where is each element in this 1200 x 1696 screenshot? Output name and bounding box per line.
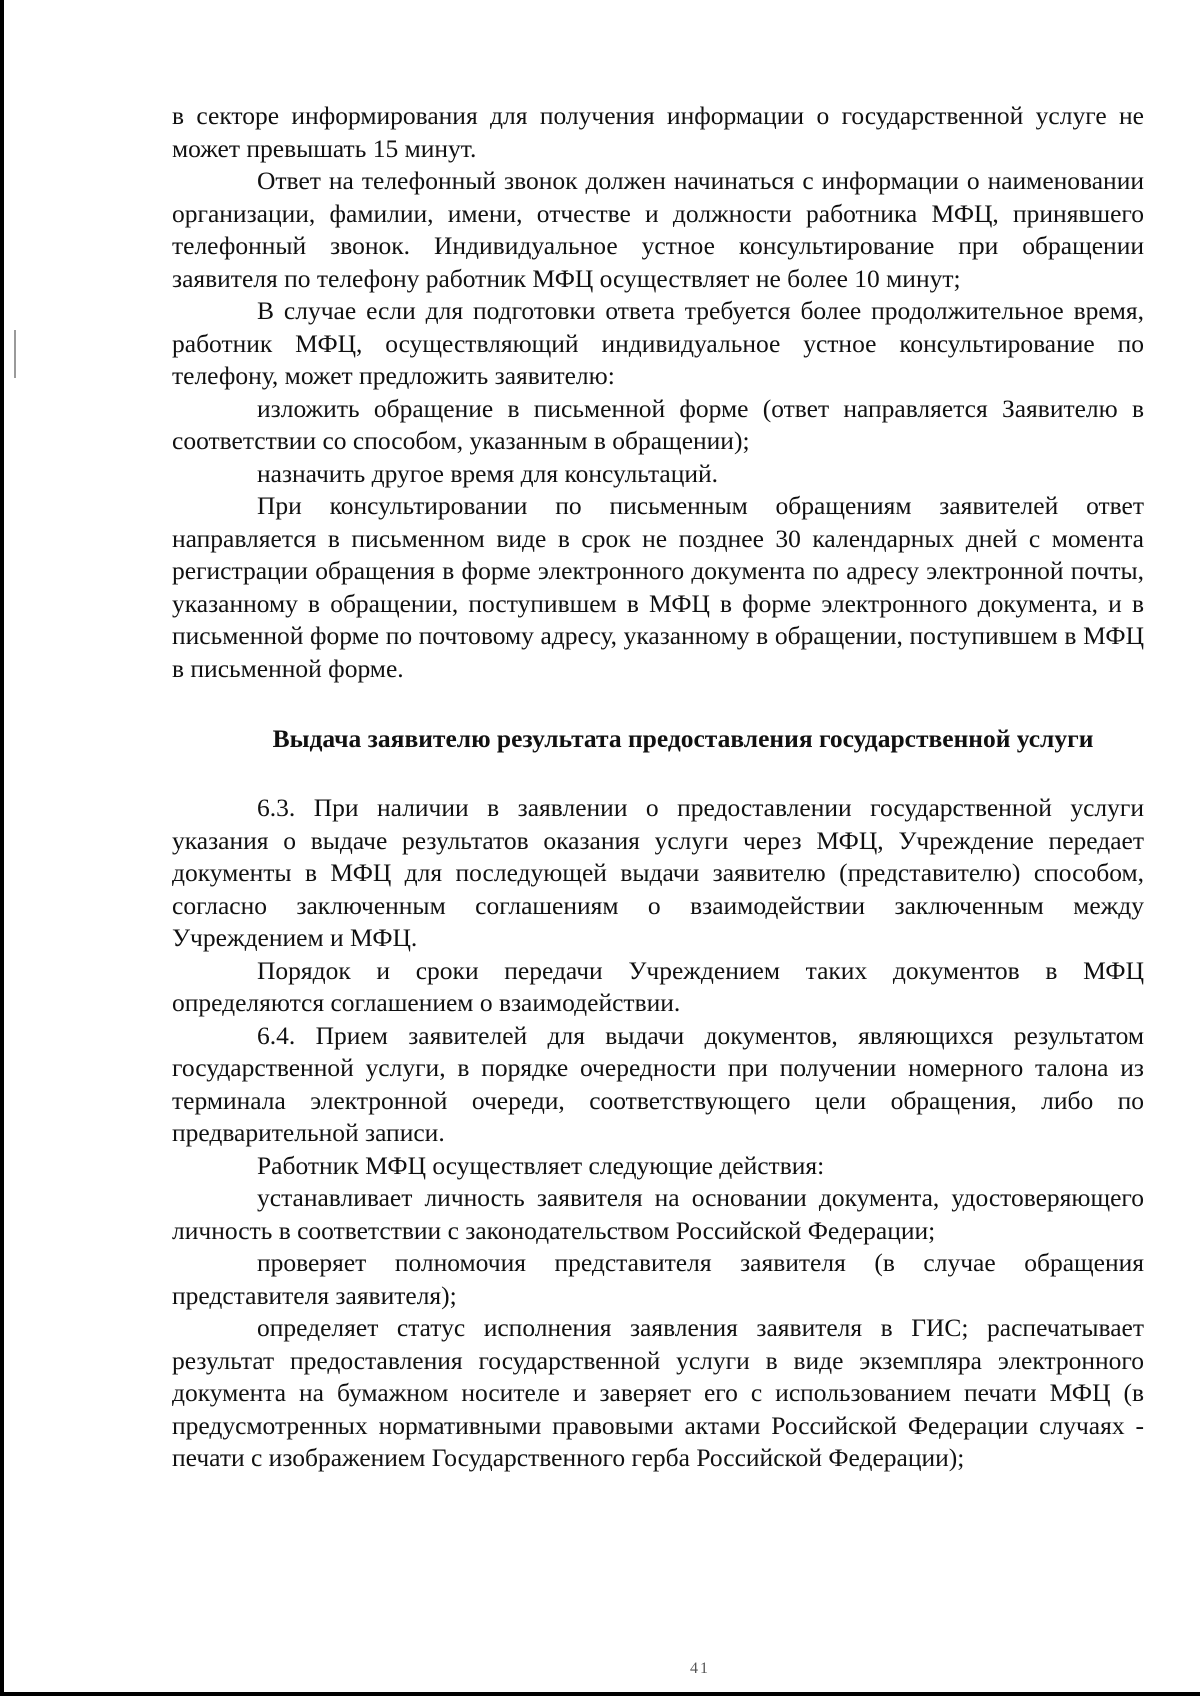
paragraph: устанавливает личность заявителя на основании документа, удостоверяющего личность в соответствии с законодательством Российской Федерации; [172,1183,1144,1245]
scan-edge-left [0,0,4,1696]
paragraph: При консультировании по письменным обращениям заявителей ответ направляется в письменном виде в срок не позднее 30 календарных дней с момента регистрации обращения в форме электронного документа по адресу электронной почты, указанному в обращении, поступившем в МФЦ в форме электронного документа, и в письменной форме по почтовому адресу, указанному в обращении, поступившем в МФЦ в письменной форме. [172,491,1144,683]
paragraph: проверяет полномочия представителя заявителя (в случае обращения представителя заявителя); [172,1248,1144,1310]
paragraph: Работник МФЦ осуществляет следующие действия: [257,1150,825,1180]
paragraph: изложить обращение в письменной форме (ответ направляется Заявителю в соответствии со способом, указанным в обращении); [172,393,1144,455]
document-body [172,100,1144,1475]
scan-edge-bottom [0,1692,1200,1696]
paragraph-continuation: в секторе информирования для получения информации о государственной услуге не может превышать 15 минут. [172,101,1144,163]
paragraph: 6.4. Прием заявителей для выдачи документов, являющихся результатом государственной услуги, в порядке очередности при получении номерного талона из терминала электронной очереди, соответствующего цели обращения, либо по предварительной записи. [172,1020,1144,1147]
paragraph: назначить другое время для консультаций. [257,458,719,488]
section-heading: Выдача заявителю результата предоставления государственной услуги [272,724,1094,753]
paragraph: 6.3. При наличии в заявлении о предоставлении государственной услуги указания о выдаче результатов оказания услуги через МФЦ, Учреждение передает документы в МФЦ для последующей выдачи заявителю (представителю) способом, согласно заключенным соглашениям о взаимодействии заключенным между Учреждением и МФЦ. [172,793,1144,952]
paragraph: Порядок и сроки передачи Учреждением таких документов в МФЦ определяются соглашением о взаимодействии. [172,955,1144,1017]
paragraph: Ответ на телефонный звонок должен начинаться с информации о наименовании организации, фамилии, имени, отчестве и должности работника МФЦ, принявшего телефонный звонок. Индивидуальное устное консультирование при обращении заявителя по телефону работник МФЦ осуществляет не более 10 минут; [172,166,1144,293]
paragraph: определяет статус исполнения заявления заявителя в ГИС; распечатывает результат предоставления государственной услуги в виде экземпляра электронного документа на бумажном носителе и заверяет его с использованием печати МФЦ (в предусмотренных нормативными правовыми актами Российской Федерации случаях - печати с изображением Государственного герба Российской Федерации); [172,1313,1144,1472]
paragraph: В случае если для подготовки ответа требуется более продолжительное время, работник МФЦ, осуществляющий индивидуальное устное консультирование по телефону, может предложить заявителю: [172,296,1144,390]
page-number: 41 [690,1660,710,1677]
scan-artifact [14,330,16,378]
